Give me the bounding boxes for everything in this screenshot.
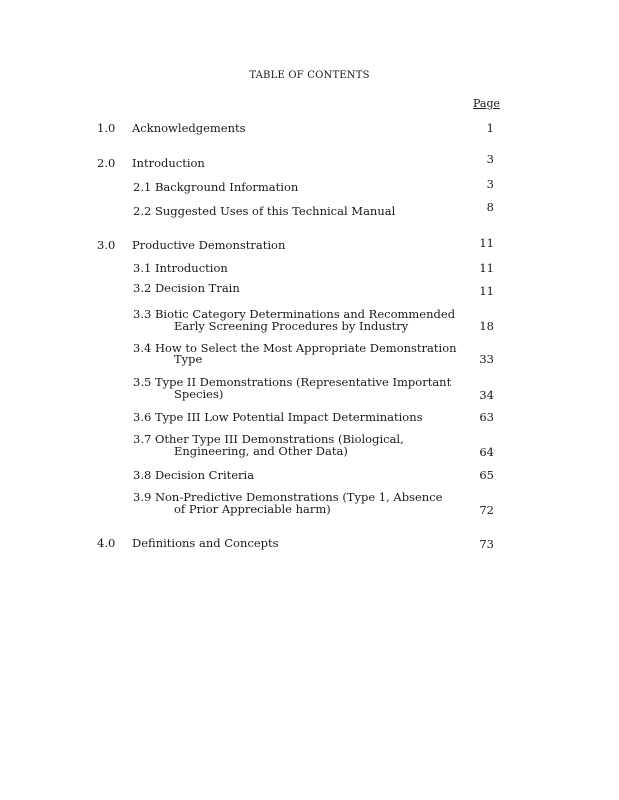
section-number: 2.0 [97,156,116,170]
subsection-title: 2.1 Background Information [133,180,299,194]
subsection-title-continued: Early Screening Procedures by Industry [174,319,409,333]
subsection-title-continued: of Prior Appreciable harm) [174,502,331,516]
subsection-title: 2.2 Suggested Uses of this Technical Manual [133,204,396,218]
page-number: 11 [479,236,494,250]
section-title: Productive Demonstration [132,238,286,252]
page-number: 33 [479,352,494,366]
page-number: 64 [479,445,494,459]
page-number: 3 [486,177,494,191]
section-title: Acknowledgements [132,121,246,135]
subsection-title: 3.1 Introduction [133,261,228,275]
page-number: 8 [486,200,494,214]
section-number: 4.0 [97,536,116,550]
page-number: 11 [479,261,494,275]
subsection-title-continued: Type [174,352,203,366]
section-title: Definitions and Concepts [132,536,279,550]
page-number: 3 [486,152,494,166]
subsection-title: 3.7 Other Type III Demonstrations (Biological, [133,432,404,446]
section-title: Introduction [132,156,205,170]
page-number: 63 [479,410,494,424]
page-number: 18 [479,319,494,333]
page-title: TABLE OF CONTENTS [249,70,370,81]
page-number: 11 [479,284,494,298]
subsection-title: 3.5 Type II Demonstrations (Representative Important [133,375,452,389]
page-number: 73 [479,537,494,551]
subsection-title-continued: Species) [174,387,224,401]
subsection-title: 3.3 Biotic Category Determinations and Recommended [133,307,456,321]
page-number: 34 [479,388,494,402]
subsection-title-continued: Engineering, and Other Data) [174,444,348,458]
subsection-title: 3.4 How to Select the Most Appropriate Demonstration [133,341,457,355]
page-number: 65 [479,468,494,482]
page-number: 1 [486,121,494,135]
page-column-header: Page [473,97,501,110]
subsection-title: 3.9 Non-Predictive Demonstrations (Type 1, Absence [133,490,443,504]
subsection-title: 3.8 Decision Criteria [133,468,255,482]
section-number: 3.0 [97,238,116,252]
section-number: 1.0 [97,121,116,135]
page-number: 72 [479,503,494,517]
subsection-title: 3.2 Decision Train [133,281,240,295]
subsection-title: 3.6 Type III Low Potential Impact Determinations [133,410,423,424]
